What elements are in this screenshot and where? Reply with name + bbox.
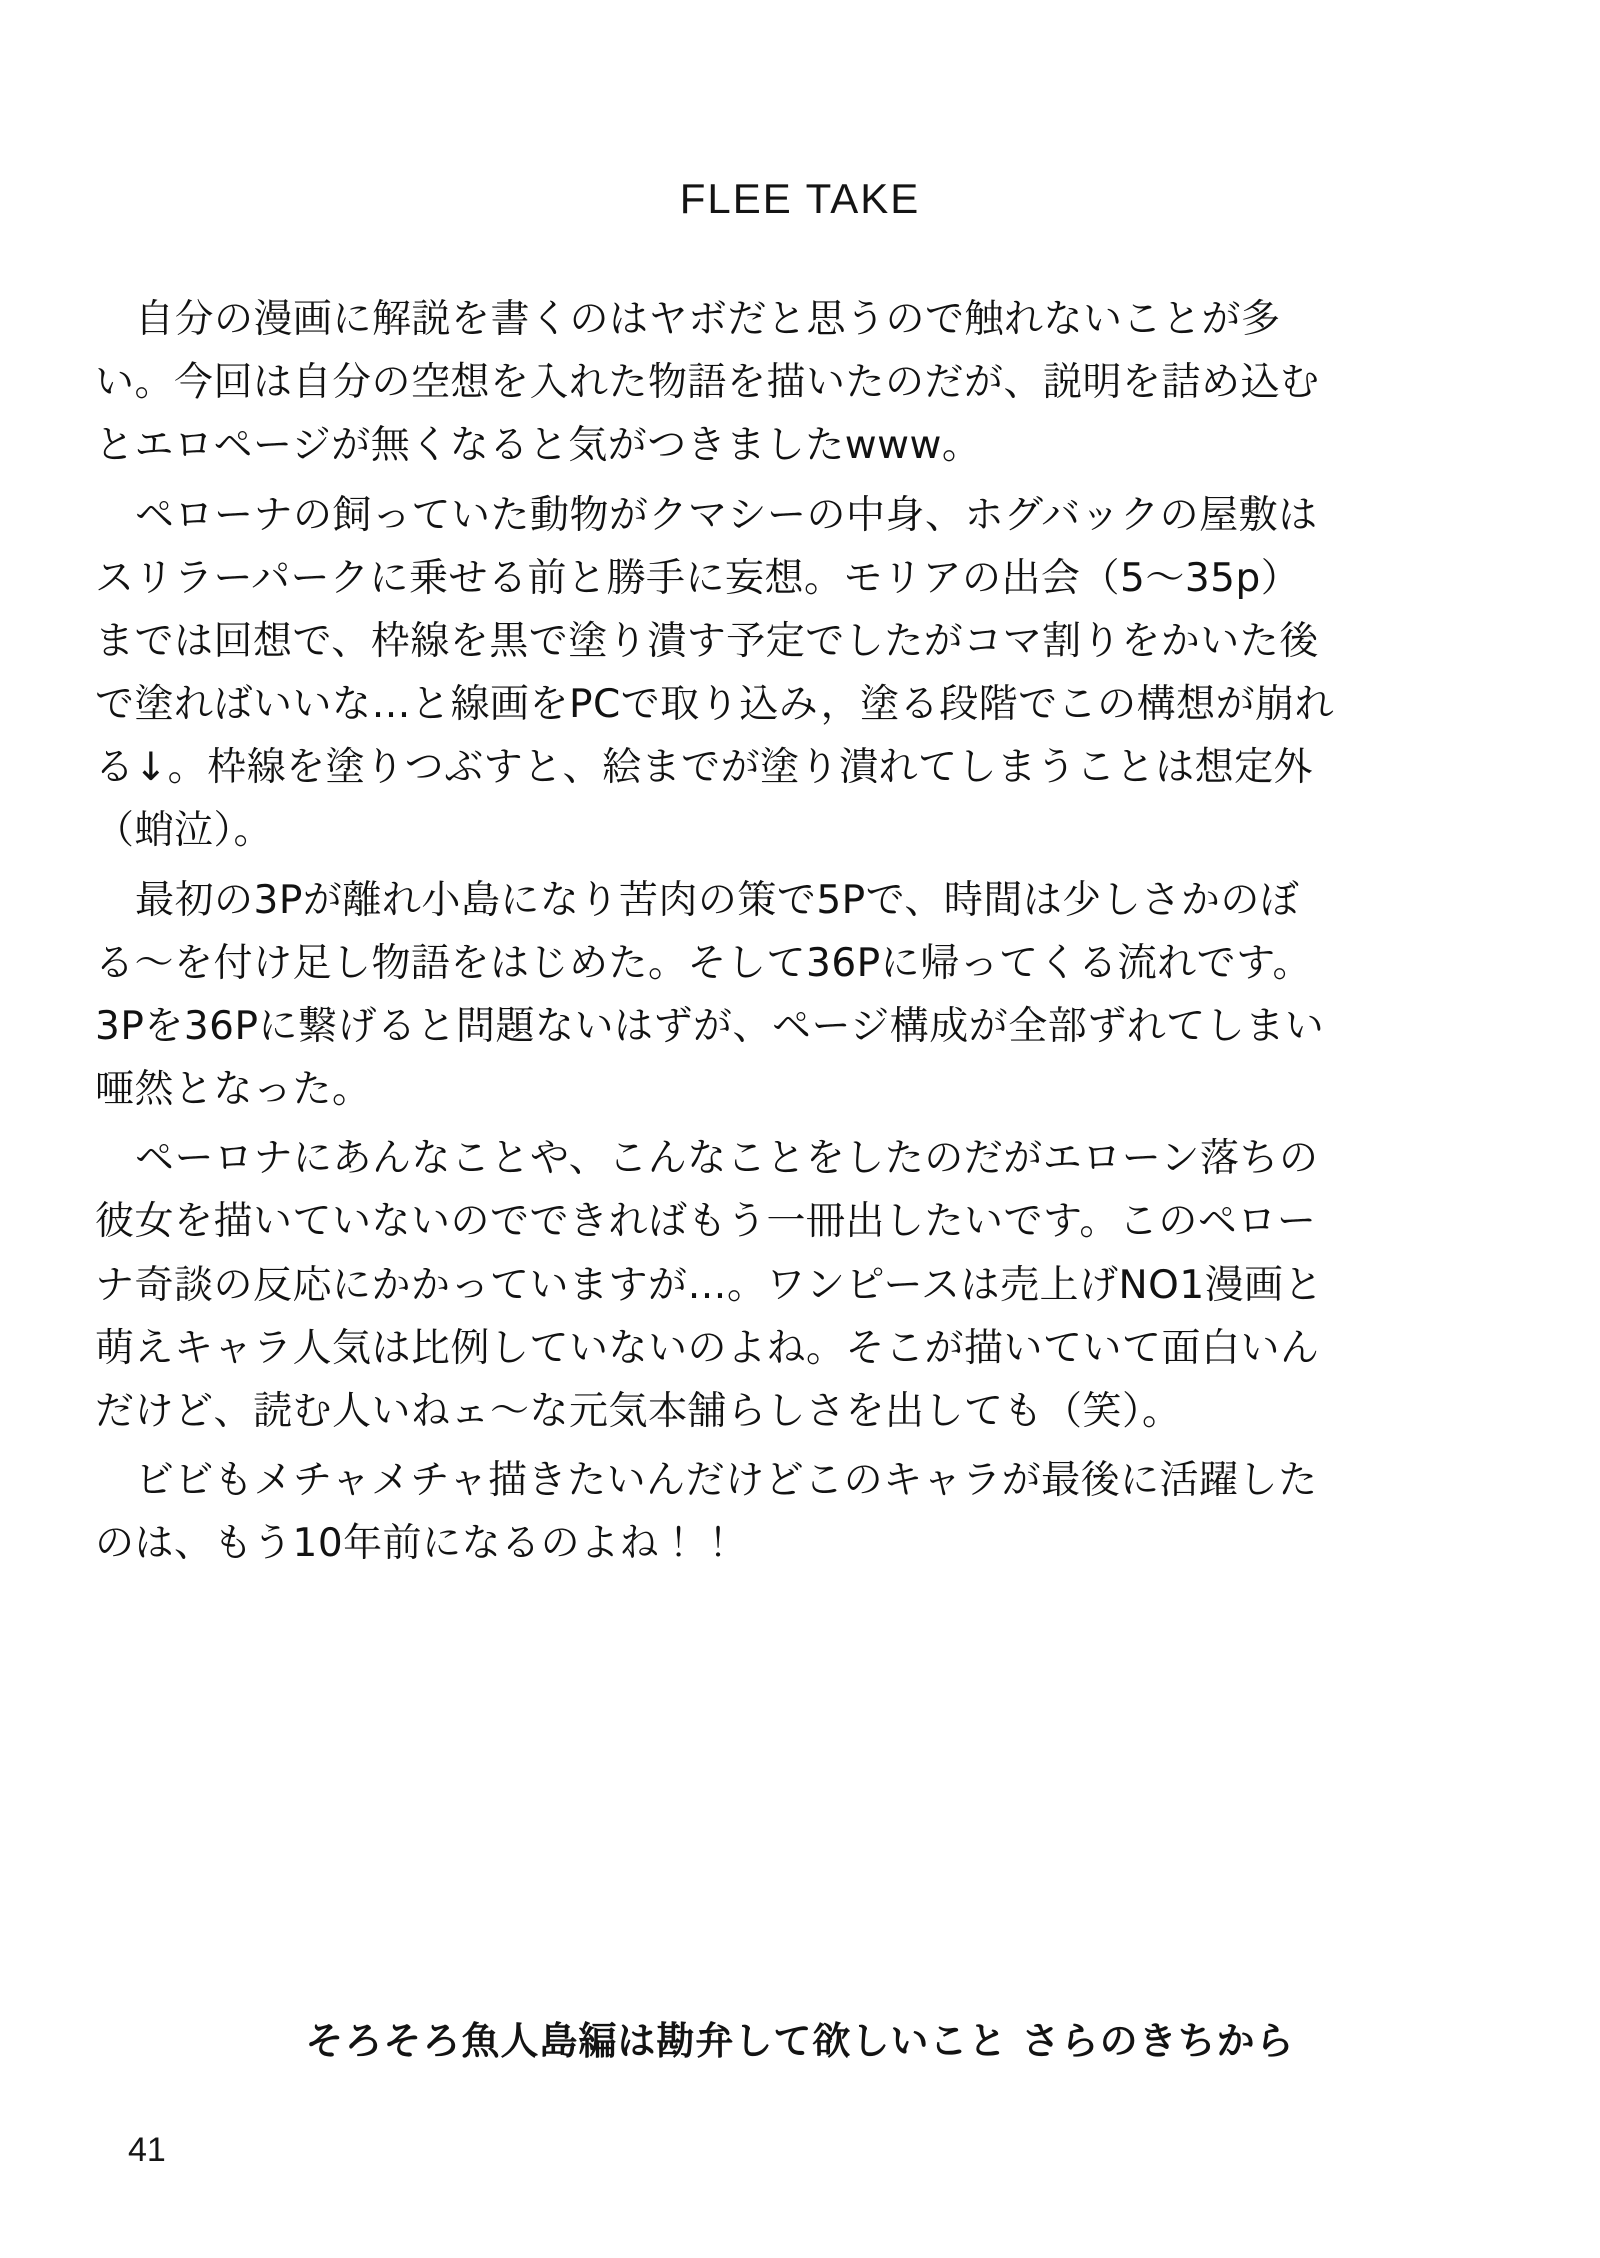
author-signature: そろそろ魚人島編は勘弁して欲しいこと さらのきちから bbox=[305, 2019, 1295, 2063]
page-title: FLEE TAKE bbox=[679, 175, 921, 222]
page-number: 41 bbox=[128, 2131, 166, 2169]
paragraph: ビビもメチャメチャ描きたいんだけどこのキャラが最後に活躍したのは、もう10年前になるのよね！！ bbox=[95, 1458, 1318, 1567]
body-text bbox=[95, 288, 1335, 1581]
paragraph: ペーロナにあんなことや、こんなことをしたのだがエローン落ちの彼女を描いていないのでできればもう一冊出したいです。このペローナ奇談の反応にかかっていますが…。ワンピースは売上げNO1漫画と萌えキャラ人気は比例していないのよね。そこが描いていて面白いんだけど、読む人いねェ〜な元気本舗らしさを出しても（笑）。 bbox=[95, 1136, 1324, 1434]
paragraph: 自分の漫画に解説を書くのはヤボだと思うので触れないことが多い。今回は自分の空想を入れた物語を描いたのだが、説明を詰め込むとエロページが無くなると気がつきましたwww。 bbox=[95, 297, 1320, 469]
paragraph: ペローナの飼っていた動物がクマシーの中身、ホグバックの屋敷はスリラーパークに乗せる前と勝手に妄想。モリアの出会（5〜35p）までは回想で、枠線を黒で塗り潰す予定でしたがコマ割りをかいた後で塗ればいいな…と線画をPCで取り込み，塗る段階でこの構想が崩れる↓。枠線を塗りつぶすと、絵までが塗り潰れてしまうことは想定外（蛸泣）。 bbox=[95, 492, 1335, 854]
paragraph: 最初の3Pが離れ小島になり苦肉の策で5Pで、時間は少しさかのぼる〜を付け足し物語をはじめた。そして36Pに帰ってくる流れです。3Pを36Pに繋げると問題ないはずが、ページ構成が全部ずれてしまい唖然となった。 bbox=[95, 877, 1325, 1113]
